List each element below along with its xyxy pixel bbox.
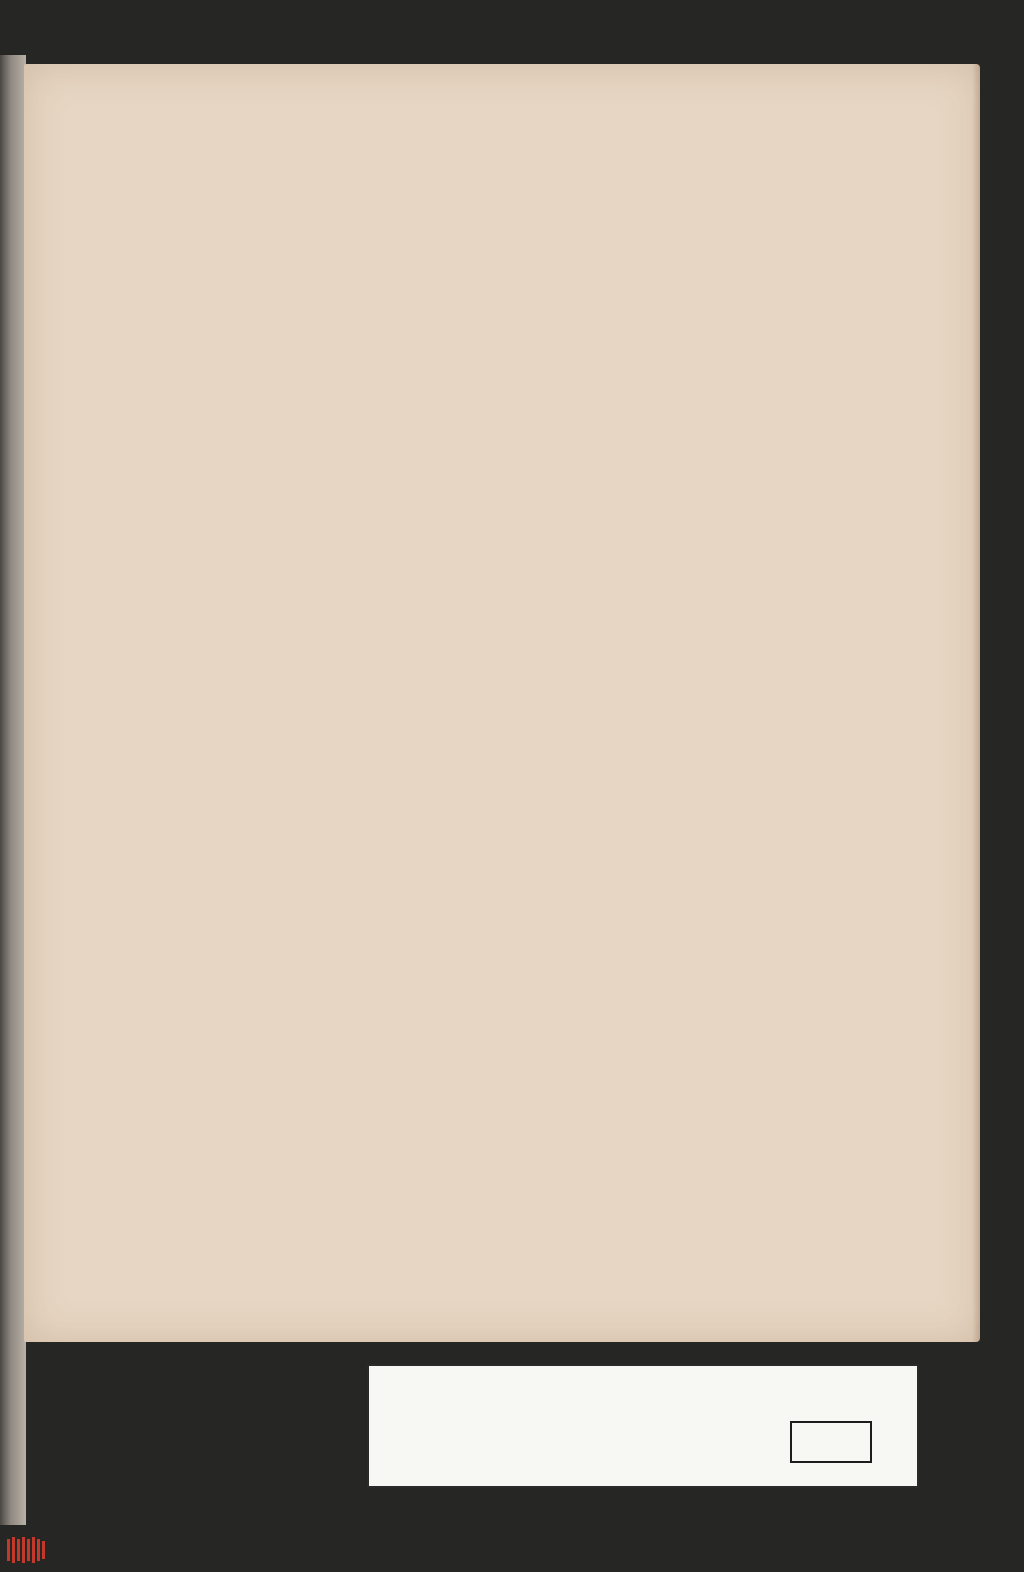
footer-bar — [0, 1528, 1024, 1572]
hab-logo-icon — [6, 1535, 46, 1565]
gray-scale-swatches — [790, 1421, 872, 1463]
